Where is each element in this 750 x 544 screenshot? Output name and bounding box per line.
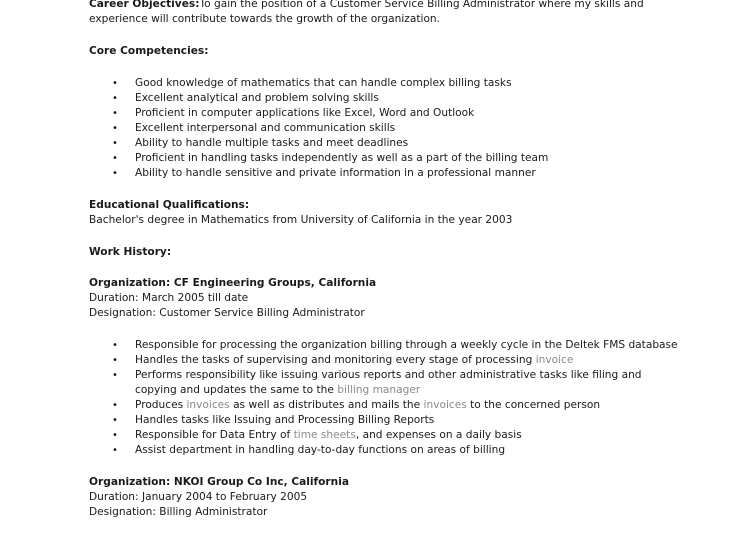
org1-title: Organization: CF Engineering Groups, California xyxy=(89,277,377,289)
education-heading: Educational Qualifications: xyxy=(89,199,250,211)
org1-duration: Duration: March 2005 till date xyxy=(89,292,249,304)
list-item: • Excellent interpersonal and communication skills xyxy=(112,121,729,136)
list-item: • Proficient in handling tasks independently as well as a part of the billing team xyxy=(112,151,729,166)
org2-designation: Designation: Billing Administrator xyxy=(89,506,268,518)
core-competencies-heading: Core Competencies: xyxy=(89,45,209,57)
education-text: Bachelor's degree in Mathematics from University of California in the year 2003 xyxy=(89,214,513,226)
career-objectives-label: Career Objectives: xyxy=(89,0,200,10)
org2-duration: Duration: January 2004 to February 2005 xyxy=(89,491,308,503)
career-objectives-line1 xyxy=(89,0,729,12)
list-item: • Good knowledge of mathematics that can handle complex billing tasks xyxy=(112,76,729,91)
career-objectives-text: To gain the position of a Customer Service Billing Administrator where my skills and xyxy=(199,0,644,10)
invoices-link[interactable]: invoices xyxy=(186,399,230,411)
list-item: • Handles tasks like Issuing and Processing Billing Reports xyxy=(112,413,729,428)
org1-designation: Designation: Customer Service Billing Administrator xyxy=(89,307,365,319)
list-item: • Assist department in handling day-to-day functions on areas of billing xyxy=(112,443,729,458)
list-item: • Ability to handle multiple tasks and meet deadlines xyxy=(112,136,729,151)
list-item: • Excellent analytical and problem solving skills xyxy=(112,91,729,106)
list-item: • Performs responsibility like issuing various reports and other administrative tasks like filing and copying and updates the same to the billing manager xyxy=(112,368,729,398)
competencies-list xyxy=(89,76,729,181)
invoice-link[interactable]: invoice xyxy=(535,354,574,366)
invoices-link[interactable]: invoices xyxy=(423,399,467,411)
resume-document xyxy=(89,0,729,520)
billing-manager-link[interactable]: billing manager xyxy=(337,384,421,396)
org2-title: Organization: NKOI Group Co Inc, California xyxy=(89,476,349,488)
career-objectives-line2: experience will contribute towards the growth of the organization. xyxy=(89,13,441,25)
list-item: • Responsible for processing the organization billing through a weekly cycle in the Deltek FMS database xyxy=(112,338,729,353)
list-item: • Responsible for Data Entry of time sheets, and expenses on a daily basis xyxy=(112,428,729,443)
list-item: • Ability to handle sensitive and private information in a professional manner xyxy=(112,166,729,181)
org1-responsibilities-list xyxy=(89,338,729,458)
work-history-heading: Work History: xyxy=(89,246,172,258)
list-item: • Handles the tasks of supervising and monitoring every stage of processing invoice xyxy=(112,353,729,368)
time-sheets-link[interactable]: time sheets xyxy=(293,429,356,441)
list-item: • Proficient in computer applications like Excel, Word and Outlook xyxy=(112,106,729,121)
list-item: • Produces invoices as well as distributes and mails the invoices to the concerned person xyxy=(112,398,729,413)
